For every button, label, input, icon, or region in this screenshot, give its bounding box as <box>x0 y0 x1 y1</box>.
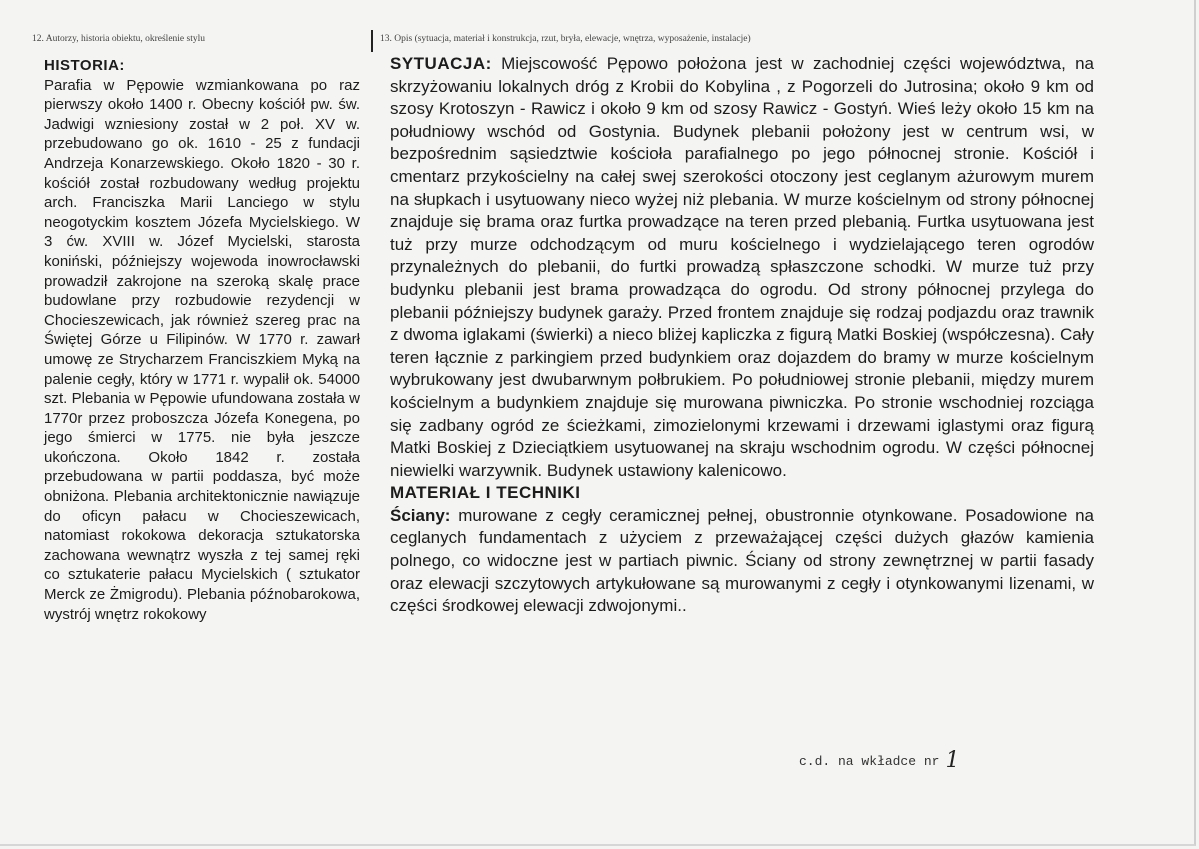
situation-text: Miejscowość Pępowo położona jest w zachodniej części województwa, na skrzyżowaniu lokalnych dróg z Krobii do Kobylina , z Pogorzeli do Jutrosina; około 9 km od szosy Krotoszyn - Rawicz i około 9 km od szosy Rawicz - Gostyń. Wieś leży około 15 km na południowy wschód od Gostynia. Budynek plebanii położony jest w centrum wsi, w bezpośrednim sąsiedztwie kościoła parafialnego po jego północnej stronie. Kościół i cmentarz przykościelny na całej swej szerokości otoczony jest ceglanym ażurowym murem na słupkach i usytuowany nieco wyżej niż plebania. W murze kościelnym od strony północnej znajduje się brama oraz furtka prowadzące na teren przed plebanią. Furtka usytuowana jest tuż przy murze odchodzącym od muru kościelnego i wydzielającego teren ogrodów przynależnych do plebanii, do furtki prowadzą spłaszczone schodki. W murze tuż przy budynku plebanii jest brama prowadząca do ogrodu. Od strony północnej przylega do plebanii późniejszy budynek garaży. Przed frontem znajduje się rodzaj podjazdu oraz trawnik z dwoma iglakami (świerki) a nieco bliżej kapliczka z figurą Matki Boskiej (współczesna). Cały teren łącznie z parkingiem przed budynkiem oraz dojazdem do bramy w murze kościelnym wybrukowany jest dwubarwnym połbrukiem. Po południowej stronie plebanii, między murem kościelnym a budynkiem znajduje się murowana piwniczka. Po stronie wschodniej rozciąga się zadbany ogród ze ścieżkami, zimozielonymi krzewami i drzewami iglastymi oraz figurą Matki Boskiej z Dzieciątkiem usytuowanej na skraju wschodnim ogrodu. W części północnej niewielki warzywnik. Budynek ustawiony kalenicowo. <box>390 54 1094 480</box>
walls-text: murowane z cegły ceramicznej pełnej, obustronnie otynkowane. Posadowione na ceglanych fundamentach z użyciem z przeważającej części dużych głazów kamienia polnego, co widoczne jest w partiach piwnic. Ściany od strony zewnętrznej w partii fasady oraz elewacji szczytowych artykułowane są murowanymi z cegły i otynkowanymi lizenami, w części środkowej elewacji zdwojonymi.. <box>390 505 1094 616</box>
left-column-header: 12. Autorzy, historia obiektu, określenie stylu <box>32 34 205 44</box>
handwritten-sheet-number: 1 <box>945 748 960 773</box>
history-column <box>44 56 360 624</box>
situation-title: SYTUACJA: <box>390 54 492 73</box>
walls-paragraph <box>390 505 1094 618</box>
materials-title: MATERIAŁ I TECHNIKI <box>390 483 581 503</box>
description-column <box>390 53 1094 618</box>
situation-paragraph <box>390 53 1094 482</box>
history-title: HISTORIA: <box>44 57 125 74</box>
history-text: Parafia w Pępowie wzmiankowana po raz pierwszy około 1400 r. Obecny kościół pw. św. Jadwigi wzniesiony został w 2 poł. XV w. przebudowano go ok. 1610 - 25 z fundacji Andrzeja Konarzewskiego. Około 1820 - 30 r. kościół został rozbudowany według projektu arch. Franciszka Marii Lanciego w stylu neogotyckim kosztem Józefa Mycielskiego. W 3 ćw. XVIII w. Józef Mycielski, starosta koniński, późniejszy wojewoda inowrocławski prowadził zakrojone na szeroką skalę prace budowlane przy rozbudowie rezydencji w Chocieszewicach, jak również szereg prac na Świętej Górze u Filipinów. W 1770 r. zawarł umowę ze Strycharzem Franciszkiem Myką na palenie cegły, który w 1771 r. wypalił ok. 54000 szt. Plebania w Pępowie ufundowana została w 1770r przez proboszcza Józefa Konegena, po jego śmierci w 1775. nie była jeszcze ukończona. Około 1842 r. została przebudowana w partii poddasza, być może obniżona. Plebania architektonicznie nawiązuje do oficyn pałacu w Chocieszewicach, natomiast rokokowa dekoracja sztukatorska zachowana wewnątrz wyszła z tej samej ręki co sztukaterie pałacu Mycielskich ( sztukator Merck ze Żmigrodu). Plebania późnobarokowa, wystrój wnętrz rokokowy <box>44 76 360 623</box>
continuation-note <box>799 748 959 773</box>
right-column-header: 13. Opis (sytuacja, materiał i konstrukcja, rzut, bryła, elewacje, wnętrza, wyposażenie, instalacje) <box>380 34 751 44</box>
walls-label: Ściany: <box>390 505 451 525</box>
continuation-text: c.d. na wkładce nr <box>799 754 940 769</box>
column-divider <box>371 30 373 52</box>
